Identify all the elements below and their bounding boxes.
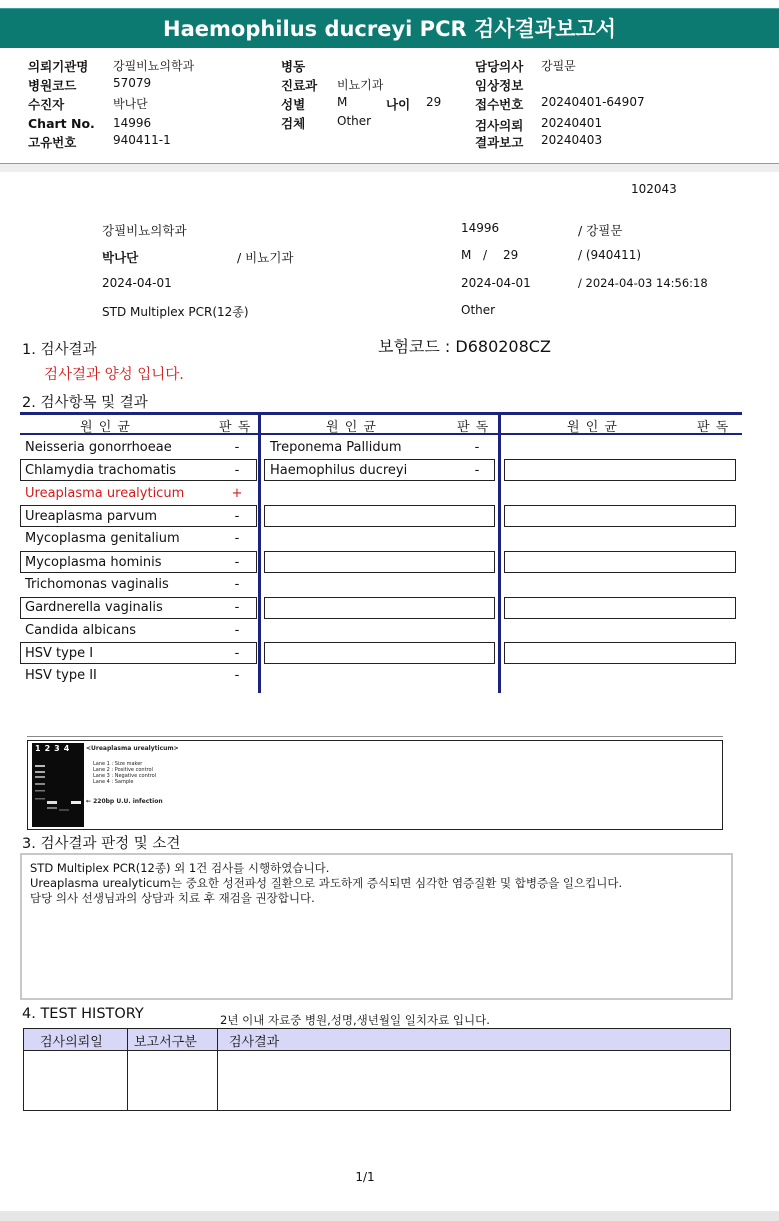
organism-trichomonas-vaginalis: Trichomonas vaginalis: [25, 577, 169, 592]
gel-image-frame: [27, 740, 723, 830]
value-age: 29: [426, 95, 442, 109]
value-unique-no: 940411-1: [113, 133, 171, 147]
organism-gardnerella-vaginalis: Gardnerella vaginalis: [25, 600, 163, 615]
value-hospital-code: 57079: [113, 76, 152, 90]
gel-legend-lane-1: Lane 1 : Size maker: [93, 761, 143, 767]
section-1-title: 1. 검사결과: [22, 342, 97, 358]
label-test-request: 검사의뢰: [475, 118, 524, 133]
summary-slash: /: [483, 248, 488, 262]
verdict-haemophilus-ducreyi: -: [474, 463, 480, 478]
verdict-mycoplasma-genitalium: -: [234, 531, 240, 546]
insurance-code: 보험코드 : D680208CZ: [378, 337, 551, 356]
history-column-divider-2: [217, 1029, 218, 1110]
value-doctor: 강필문: [541, 59, 576, 73]
label-requesting-institution: 의뢰기관명: [28, 59, 89, 74]
gel-lane-numbers: [35, 744, 73, 753]
value-chart-no: 14996: [113, 116, 152, 130]
organism-mycoplasma-genitalium: Mycoplasma genitalium: [25, 531, 180, 546]
summary-dept: / 비뇨기과: [237, 250, 294, 265]
organism-mycoplasma-hominis: Mycoplasma hominis: [25, 555, 162, 570]
verdict-ureaplasma-parvum: -: [234, 509, 240, 524]
label-department: 진료과: [281, 78, 318, 93]
organism-treponema-pallidum: Treponema Pallidum: [270, 440, 402, 455]
results-table-top-rule: [20, 412, 742, 415]
summary-test-name: STD Multiplex PCR(12종): [102, 305, 249, 319]
verdict-mycoplasma-hominis: -: [234, 555, 240, 570]
finding-line-3: 담당 의사 선생님과의 상담과 치료 후 재검을 권장합니다.: [30, 891, 315, 905]
verdict-hsv-type-1: -: [234, 646, 240, 661]
gel-electrophoresis-image: [32, 743, 84, 827]
history-header-report-type: 보고서구분: [134, 1035, 197, 1050]
label-age: 나이: [386, 97, 411, 112]
value-sex: M: [337, 95, 348, 109]
summary-chart: 14996: [461, 221, 500, 235]
label-specimen: 검체: [281, 116, 306, 131]
verdict-trichomonas-vaginalis: -: [234, 577, 240, 592]
header-organism-2: 원 인 균: [326, 420, 377, 435]
summary-code: 102043: [631, 182, 677, 196]
header-verdict-2: 판 독: [457, 420, 490, 435]
summary-birth: / (940411): [578, 248, 642, 262]
row-box: [504, 505, 736, 527]
finding-line-2: Ureaplasma urealyticum는 중요한 성전파성 질환으로 과도하게 증식되면 심각한 염증질환 및 합병증을 일으킵니다.: [30, 876, 623, 890]
history-header-request-date: 검사의뢰일: [40, 1035, 103, 1050]
verdict-hsv-type-2: -: [234, 668, 240, 683]
row-box: [264, 642, 495, 664]
gel-lane-1: 1: [35, 744, 45, 753]
section-4-title: 4. TEST HISTORY: [22, 1006, 144, 1022]
header-verdict-3: 판 독: [697, 420, 730, 435]
header-organism-3: 원 인 균: [567, 420, 618, 435]
summary-age: 29: [503, 248, 519, 262]
row-box: [264, 551, 495, 573]
header-organism-1: 원 인 균: [80, 420, 131, 435]
history-column-divider-1: [127, 1029, 128, 1110]
summary-date-receipt: 2024-04-01: [461, 276, 531, 290]
gel-lane-3: 3: [54, 744, 64, 753]
label-ward: 병동: [281, 59, 306, 74]
label-patient: 수진자: [28, 97, 65, 112]
label-result-report: 결과보고: [475, 135, 524, 150]
page-number: 1/1: [355, 1170, 375, 1184]
verdict-candida-albicans: -: [234, 623, 240, 638]
header-shade: [0, 164, 779, 172]
label-sex: 성별: [281, 97, 306, 112]
summary-patient: 박나단: [102, 250, 139, 265]
gel-legend-lane-3: Lane 3 : Negative control: [93, 773, 157, 779]
gel-title: <Ureaplasma urealyticum>: [86, 745, 179, 752]
verdict-gardnerella-vaginalis: -: [234, 600, 240, 615]
test-history-table: [23, 1028, 731, 1111]
value-test-request: 20240401: [541, 116, 603, 130]
gel-band-label: ← 220bp U.U. infection: [86, 798, 163, 805]
page-bottom-shade: [0, 1211, 779, 1221]
value-department: 비뇨기과: [337, 78, 384, 92]
summary-hospital: 강필비뇨의학과: [102, 223, 187, 238]
row-box: [264, 505, 495, 527]
label-doctor: 담당의사: [475, 59, 524, 74]
finding-line-1: STD Multiplex PCR(12종) 외 1건 검사를 시행하였습니다.: [30, 861, 330, 875]
value-specimen: Other: [337, 114, 372, 128]
organism-ureaplasma-parvum: Ureaplasma parvum: [25, 509, 158, 524]
organism-neisseria-gonorrhoeae: Neisseria gonorrhoeae: [25, 440, 172, 455]
gel-frame-top-rule: [27, 736, 723, 737]
history-header-result: 검사결과: [229, 1035, 280, 1050]
organism-haemophilus-ducreyi: Haemophilus ducreyi: [270, 463, 408, 478]
gel-legend-lane-4: Lane 4 : Sample: [93, 779, 134, 785]
label-unique-no: 고유번호: [28, 135, 77, 150]
section-3-title: 3. 검사결과 판정 및 소견: [22, 836, 181, 852]
value-requesting-institution: 강필비뇨의학과: [113, 59, 195, 73]
section-2-title: 2. 검사항목 및 결과: [22, 395, 148, 411]
history-note: 2년 이내 자료중 병원,성명,생년월일 일치자료 입니다.: [220, 1013, 490, 1027]
label-clinical-info: 임상정보: [475, 78, 524, 93]
row-box: [504, 551, 736, 573]
label-hospital-code: 병원코드: [28, 78, 77, 93]
value-patient: 박나단: [113, 97, 148, 111]
organism-hsv-type-2: HSV type II: [25, 668, 97, 683]
overall-result: 검사결과 양성 입니다.: [44, 367, 184, 383]
summary-specimen: Other: [461, 303, 496, 317]
verdict-ureaplasma-urealyticum: +: [231, 486, 243, 501]
findings-box: [20, 853, 733, 1000]
header-verdict-1: 판 독: [219, 420, 252, 435]
verdict-neisseria-gonorrhoeae: -: [234, 440, 240, 455]
summary-sex: M: [461, 248, 472, 262]
value-receipt-no: 20240401-64907: [541, 95, 645, 109]
gel-legend-lane-2: Lane 2 : Positive control: [93, 767, 153, 773]
label-receipt-no: 접수번호: [475, 97, 524, 112]
verdict-chlamydia-trachomatis: -: [234, 463, 240, 478]
gel-lane-2: 2: [44, 744, 55, 753]
row-box: [504, 459, 736, 481]
row-box: [264, 597, 495, 619]
results-column-divider-1: [258, 415, 261, 693]
summary-report-time: / 2024-04-03 14:56:18: [578, 276, 708, 290]
gel-lane-4: 4: [63, 744, 74, 753]
summary-doctor: / 강필문: [578, 223, 623, 238]
report-title: Haemophilus ducreyi PCR 검사결과보고서: [0, 8, 779, 48]
row-box: [504, 597, 736, 619]
verdict-treponema-pallidum: -: [474, 440, 480, 455]
row-box: [504, 642, 736, 664]
organism-candida-albicans: Candida albicans: [25, 623, 137, 638]
test-history-header: [24, 1029, 730, 1051]
organism-ureaplasma-urealyticum: Ureaplasma urealyticum: [25, 486, 185, 501]
organism-hsv-type-1: HSV type I: [25, 646, 94, 661]
value-result-report: 20240403: [541, 133, 603, 147]
organism-chlamydia-trachomatis: Chlamydia trachomatis: [25, 463, 177, 478]
label-chart-no: Chart No.: [28, 116, 95, 131]
summary-date-request: 2024-04-01: [102, 276, 172, 290]
results-column-divider-2: [498, 415, 501, 693]
